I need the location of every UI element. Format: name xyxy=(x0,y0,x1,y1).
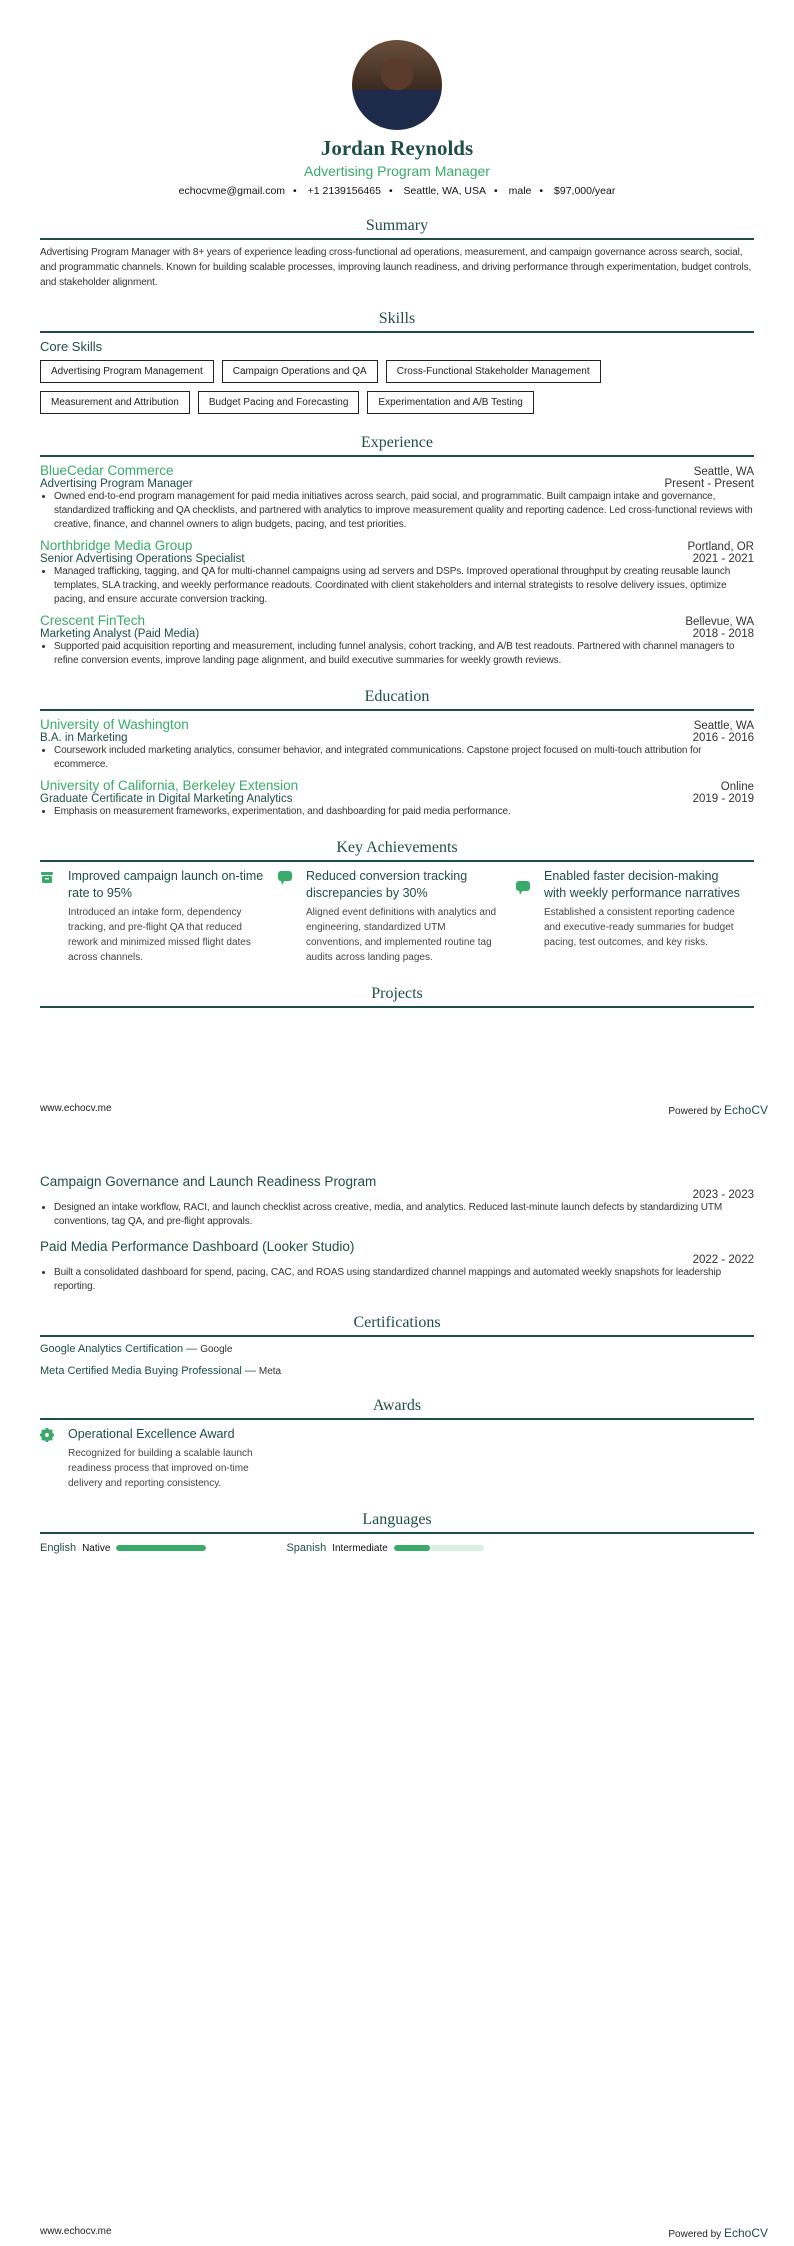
powered-by-label: Powered by xyxy=(668,2229,722,2240)
comment-icon xyxy=(278,870,292,965)
projects-heading: Projects xyxy=(40,985,754,1008)
profile-photo xyxy=(352,40,442,130)
certifications-heading: Certifications xyxy=(40,1314,754,1337)
proficiency-fill xyxy=(394,1545,430,1551)
company: Northbridge Media Group xyxy=(40,538,193,553)
position: Advertising Program Manager xyxy=(40,478,193,490)
project-item xyxy=(40,1239,754,1294)
salary: $97,000/year xyxy=(554,185,616,197)
skill-tag: Experimentation and A/B Testing xyxy=(367,391,533,414)
proficiency-fill xyxy=(116,1545,206,1551)
experience-item xyxy=(40,457,754,532)
candidate-title: Advertising Program Manager xyxy=(304,163,490,179)
degree: Graduate Certificate in Digital Marketing Analytics xyxy=(40,793,293,805)
summary-heading: Summary xyxy=(40,217,754,240)
echocv-brand: EchoCV xyxy=(723,1103,768,1117)
achievement-item xyxy=(40,868,278,965)
cert-name: Meta Certified Media Buying Professional xyxy=(40,1365,242,1377)
cert-name: Google Analytics Certification xyxy=(40,1343,184,1355)
degree: B.A. in Marketing xyxy=(40,732,128,744)
awards-list xyxy=(40,1426,754,1491)
page-footer xyxy=(40,1103,768,1117)
company: Crescent FinTech xyxy=(40,613,146,628)
edu-bullet: • Emphasis on measurement frameworks, experimentation, and dashboarding for paid media performance. xyxy=(54,805,754,819)
skill-tag: Cross-Functional Stakeholder Management xyxy=(386,360,601,383)
contact-line: echocvme@gmail.com • +1 2139156465 • Seattle, WA, USA • male • $97,000/year xyxy=(178,185,616,197)
language-level: Native xyxy=(82,1542,111,1554)
language-proficiency-bar xyxy=(394,1545,484,1551)
achievement-text: Aligned event definitions with analytics and engineering, standardized UTM conventions, and implemented routine tag audits across landing pages. xyxy=(306,907,497,963)
achievement-text: Established a consistent reporting cadence and executive-ready summaries for budget pacing, test outcomes, and key risks. xyxy=(544,907,735,948)
edu-bullet: • Coursework included marketing analytics, consumer behavior, and integrated communications. Capstone project focused on multi-touch attribution for ecommerce. xyxy=(54,744,754,772)
achievements-list xyxy=(40,868,754,965)
experience-item xyxy=(40,607,754,668)
achievement-title: Enabled faster decision-making with weekly performance narratives xyxy=(544,869,740,900)
education-item xyxy=(40,711,754,772)
language-name: Spanish xyxy=(286,1542,327,1554)
footer-site-link[interactable]: www.echocv.me xyxy=(40,1103,112,1114)
location: Seattle, WA, USA xyxy=(403,185,487,197)
gear-icon xyxy=(40,1428,54,1491)
languages-heading: Languages xyxy=(40,1511,754,1534)
achievement-title: Improved campaign launch on-time rate to 95% xyxy=(68,869,264,900)
project-bullet: • Designed an intake workflow, RACI, and launch checklist across creative, media, and analytics. Reduced last-minute launch defects by standardizing UTM conventions, tag QA, and pre-flight approvals. xyxy=(54,1201,754,1229)
job-location: Seattle, WA xyxy=(693,466,754,478)
award-title: Operational Excellence Award xyxy=(68,1427,235,1441)
job-bullet: • Managed trafficking, tagging, and QA for multi-channel campaigns using ad servers and DSPs. Improved operational throughput by creating reusable launch templates, SLA tracking, and weekly performance readouts. Coordinated with client stakeholders and internal strategists to resolve delivery issues, optimize pacing, and ensure accurate conversion tracking. xyxy=(54,565,754,607)
certification-item: Meta Certified Media Buying Professional — Meta xyxy=(40,1365,282,1377)
job-bullet: • Owned end-to-end program management for paid media initiatives across search, paid social, and programmatic. Built campaign intake and governance, standardized trafficking and QA checklists, and partnered with analytics to improve measurement quality and reporting cadence. Led cross-functional reviews with creative, finance, and channel owners to align budgets, pacing, and test priorities. xyxy=(54,490,754,532)
cert-issuer: Google xyxy=(200,1344,233,1355)
certification-item: Google Analytics Certification — Google xyxy=(40,1343,233,1355)
project-name: Campaign Governance and Launch Readiness Program xyxy=(40,1174,377,1189)
school: University of Washington xyxy=(40,717,189,732)
project-dates: 2022 - 2022 xyxy=(692,1254,754,1266)
comment-icon xyxy=(516,880,530,965)
powered-by xyxy=(668,1103,768,1117)
skill-tag: Campaign Operations and QA xyxy=(222,360,378,383)
echocv-brand: EchoCV xyxy=(723,2226,768,2240)
position: Marketing Analyst (Paid Media) xyxy=(40,628,200,640)
archive-icon xyxy=(40,870,54,965)
school-location: Seattle, WA xyxy=(693,720,754,732)
cert-issuer: Meta xyxy=(258,1366,282,1377)
achievement-title: Reduced conversion tracking discrepancies by 30% xyxy=(306,869,468,900)
achievement-text: Introduced an intake form, dependency tracking, and pre-flight QA that reduced rework and minimized missed flight dates across channels. xyxy=(68,907,251,963)
award-item xyxy=(40,1426,290,1491)
achievement-item xyxy=(516,868,754,965)
language-level: Intermediate xyxy=(332,1542,388,1554)
footer-site-link[interactable]: www.echocv.me xyxy=(40,2226,112,2237)
candidate-name: Jordan Reynolds xyxy=(320,136,474,160)
experience-item xyxy=(40,532,754,607)
school: University of California, Berkeley Extension xyxy=(40,778,299,793)
language-name: English xyxy=(40,1542,77,1554)
project-bullet: • Built a consolidated dashboard for spend, pacing, CAC, and ROAS using standardized channel mappings and automated weekly snapshots for leadership reporting. xyxy=(54,1266,754,1294)
job-dates: 2018 - 2018 xyxy=(692,628,754,640)
skills-list xyxy=(40,360,754,414)
powered-by xyxy=(668,2226,768,2240)
skills-heading: Skills xyxy=(40,310,754,333)
skill-tag: Budget Pacing and Forecasting xyxy=(198,391,360,414)
job-location: Bellevue, WA xyxy=(685,616,754,628)
company: BlueCedar Commerce xyxy=(40,463,174,478)
position: Senior Advertising Operations Specialist xyxy=(40,553,245,565)
experience-heading: Experience xyxy=(40,434,754,457)
languages-list xyxy=(40,1542,754,1554)
award-text: Recognized for building a scalable launch readiness process that improved on-time delivery and reporting consistency. xyxy=(68,1448,253,1489)
summary-text: Advertising Program Manager with 8+ years of experience leading cross-functional ad operations, measurement, and campaign governance across search, social, and programmatic channels. Known for building scalable processes, improving launch readiness, and driving performance through experimentation, budget controls, and stakeholder alignment. xyxy=(40,247,752,288)
edu-dates: 2016 - 2016 xyxy=(692,732,754,744)
gender: male xyxy=(508,185,532,197)
job-dates: 2021 - 2021 xyxy=(692,553,754,565)
page-footer xyxy=(40,2226,768,2240)
skill-tag: Advertising Program Management xyxy=(40,360,214,383)
education-heading: Education xyxy=(40,688,754,711)
job-location: Portland, OR xyxy=(687,541,754,553)
achievements-heading: Key Achievements xyxy=(40,839,754,862)
project-item xyxy=(40,1174,754,1229)
education-item xyxy=(40,772,754,819)
project-dates: 2023 - 2023 xyxy=(692,1189,754,1201)
powered-by-label: Powered by xyxy=(668,1106,722,1117)
skill-tag: Measurement and Attribution xyxy=(40,391,190,414)
achievement-item xyxy=(278,868,516,965)
job-dates: Present - Present xyxy=(664,478,754,490)
email[interactable]: echocvme@gmail.com xyxy=(178,185,286,197)
job-bullet: • Supported paid acquisition reporting and measurement, including funnel analysis, cohort tracking, and A/B test readouts. Partnered with channel managers to refine conversion events, improve landing page alignment, and build executive summaries for weekly growth reviews. xyxy=(54,640,754,668)
skills-group-title: Core Skills xyxy=(40,339,103,354)
awards-heading: Awards xyxy=(40,1397,754,1420)
school-location: Online xyxy=(720,781,754,793)
language-proficiency-bar xyxy=(116,1545,206,1551)
edu-dates: 2019 - 2019 xyxy=(692,793,754,805)
project-name: Paid Media Performance Dashboard (Looker Studio) xyxy=(40,1239,355,1254)
phone: +1 2139156465 xyxy=(307,185,381,197)
resume-page-2 xyxy=(0,1123,794,2246)
